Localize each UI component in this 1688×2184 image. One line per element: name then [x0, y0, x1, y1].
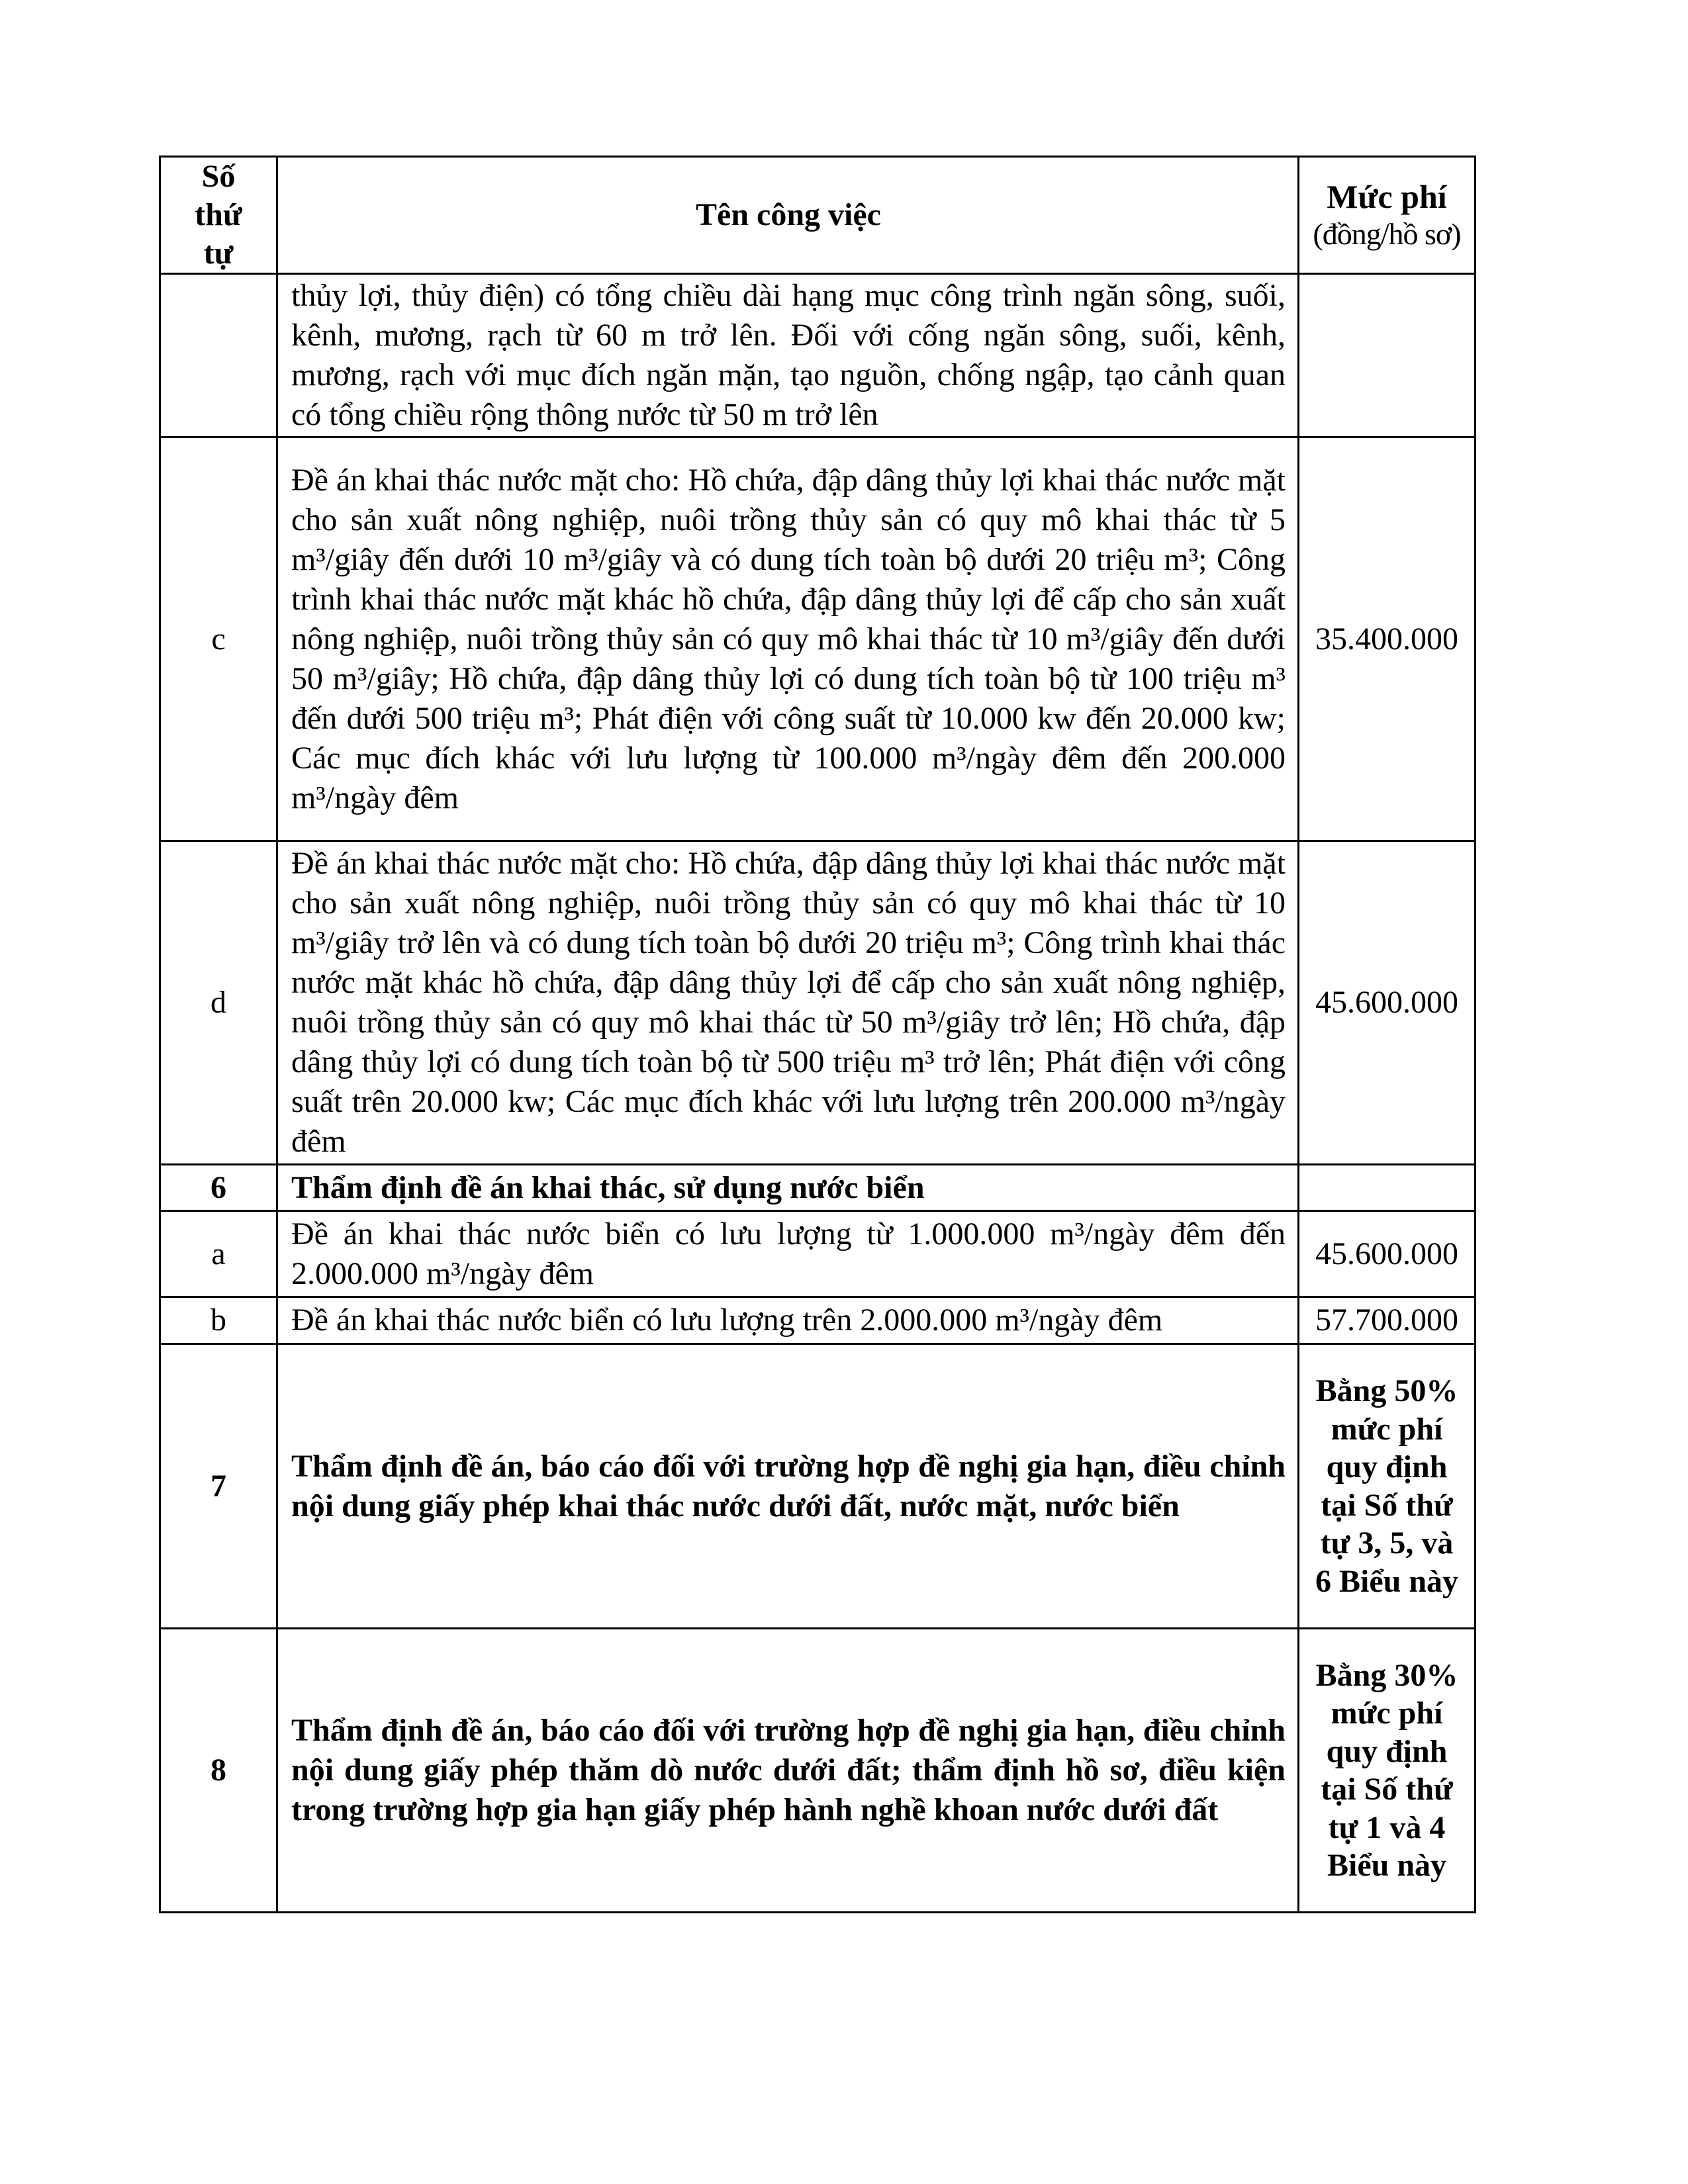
row-fee: [1299, 1629, 1476, 1913]
row-task: [277, 1297, 1299, 1344]
row-task: [277, 1211, 1299, 1297]
row-fee: 45.600.000: [1299, 841, 1476, 1165]
row-task: [277, 1344, 1299, 1629]
row-fee: 35.400.000: [1299, 437, 1476, 841]
row-task-text: thủy lợi, thủy điện) có tổng chiều dài hạng mục công trình ngăn sông, suối, kênh, mương, rạch từ 60 m trở lên. Đối với cống ngăn sông, suối, kênh, mương, rạch với mục đích ngăn mặn, tạo nguồn, chống ngập, tạo cảnh quan có tổng chiều rộng thông nước từ 50 m trở lên: [291, 278, 1286, 432]
row-fee-note: Bằng 30% mức phí quy định tại Số thứ tự 1 và 4 Biểu này: [1315, 1657, 1458, 1883]
header-fee: [1299, 157, 1476, 274]
row-task: [277, 841, 1299, 1165]
row-index: 7: [160, 1344, 277, 1629]
table-row: [160, 1297, 1476, 1344]
row-fee: 45.600.000: [1299, 1211, 1476, 1297]
row-fee: [1299, 1165, 1476, 1211]
row-task-text: Đề án khai thác nước mặt cho: Hồ chứa, đập dâng thủy lợi khai thác nước mặt cho sản xuất nông nghiệp, nuôi trồng thủy sản có quy mô khai thác từ 5 m³/giây đến dưới 10 m³/giây và có dung tích toàn bộ dưới 20 triệu m³; Công trình khai thác nước mặt khác hồ chứa, đập dâng thủy lợi để cấp cho sản xuất nông nghiệp, nuôi trồng thủy sản có quy mô khai thác từ 10 m³/giây đến dưới 50 m³/giây; Hồ chứa, đập dâng thủy lợi có dung tích toàn bộ từ 100 triệu m³ đến dưới 500 triệu m³; Phát điện với công suất từ 10.000 kw đến 20.000 kw; Các mục đích khác với lưu lượng từ 100.000 m³/ngày đêm đến 200.000 m³/ngày đêm: [291, 462, 1286, 815]
row-task: [277, 274, 1299, 437]
row-index: 6: [160, 1165, 277, 1211]
row-index: c: [160, 437, 277, 841]
header-task-label: Tên công việc: [696, 197, 881, 232]
table-header-row: [160, 157, 1476, 274]
row-task-text: Đề án khai thác nước biển có lưu lượng từ 1.000.000 m³/ngày đêm đến 2.000.000 m³/ngày đêm: [291, 1216, 1286, 1291]
table-row: [160, 841, 1476, 1165]
row-task-text: Đề án khai thác nước mặt cho: Hồ chứa, đập dâng thủy lợi khai thác nước mặt cho sản xuất nông nghiệp, nuôi trồng thủy sản có quy mô khai thác từ 10 m³/giây trở lên và có dung tích toàn bộ dưới 20 triệu m³; Công trình khai thác nước mặt khác hồ chứa, đập dâng thủy lợi để cấp cho sản xuất nông nghiệp, nuôi trồng thủy sản có quy mô khai thác từ 50 m³/giây trở lên; Hồ chứa, đập dâng thủy lợi có dung tích toàn bộ từ 500 triệu m³ trở lên; Phát điện với công suất trên 20.000 kw; Các mục đích khác với lưu lượng trên 200.000 m³/ngày đêm: [291, 846, 1286, 1159]
row-task: [277, 1629, 1299, 1913]
row-task-text: Thẩm định đề án khai thác, sử dụng nước biển: [291, 1169, 925, 1205]
table-row-section: [160, 1165, 1476, 1211]
fee-table: [159, 156, 1476, 1913]
row-task-text: Thẩm định đề án, báo cáo đối với trường hợp đề nghị gia hạn, điều chỉnh nội dung giấy phép thăm dò nước dưới đất; thẩm định hồ sơ, điều kiện trong trường hợp gia hạn giấy phép hành nghề khoan nước dưới đất: [291, 1713, 1286, 1827]
row-index: d: [160, 841, 277, 1165]
header-fee-title: Mức phí: [1327, 178, 1447, 215]
row-task-text: Đề án khai thác nước biển có lưu lượng trên 2.000.000 m³/ngày đêm: [291, 1302, 1163, 1338]
header-task: [277, 157, 1299, 274]
row-index: a: [160, 1211, 277, 1297]
row-index: 8: [160, 1629, 277, 1913]
row-fee: [1299, 274, 1476, 437]
row-task: [277, 1165, 1299, 1211]
row-fee-note: Bằng 50% mức phí quy định tại Số thứ tự 3, 5, và 6 Biểu này: [1315, 1373, 1459, 1599]
row-index: b: [160, 1297, 277, 1344]
table-row: [160, 1211, 1476, 1297]
row-fee: 57.700.000: [1299, 1297, 1476, 1344]
table-row: [160, 437, 1476, 841]
table-row-section: [160, 1344, 1476, 1629]
header-fee-unit: (đồng/hồ sơ): [1313, 217, 1461, 251]
row-index: [160, 274, 277, 437]
header-index-label: Số thứ tự: [195, 159, 242, 271]
table-row: [160, 274, 1476, 437]
row-task-text: Thẩm định đề án, báo cáo đối với trường hợp đề nghị gia hạn, điều chỉnh nội dung giấy phép khai thác nước dưới đất, nước mặt, nước biển: [291, 1448, 1286, 1524]
table-row-section: [160, 1629, 1476, 1913]
row-task: [277, 437, 1299, 841]
header-index: [160, 157, 277, 274]
row-fee: [1299, 1344, 1476, 1629]
